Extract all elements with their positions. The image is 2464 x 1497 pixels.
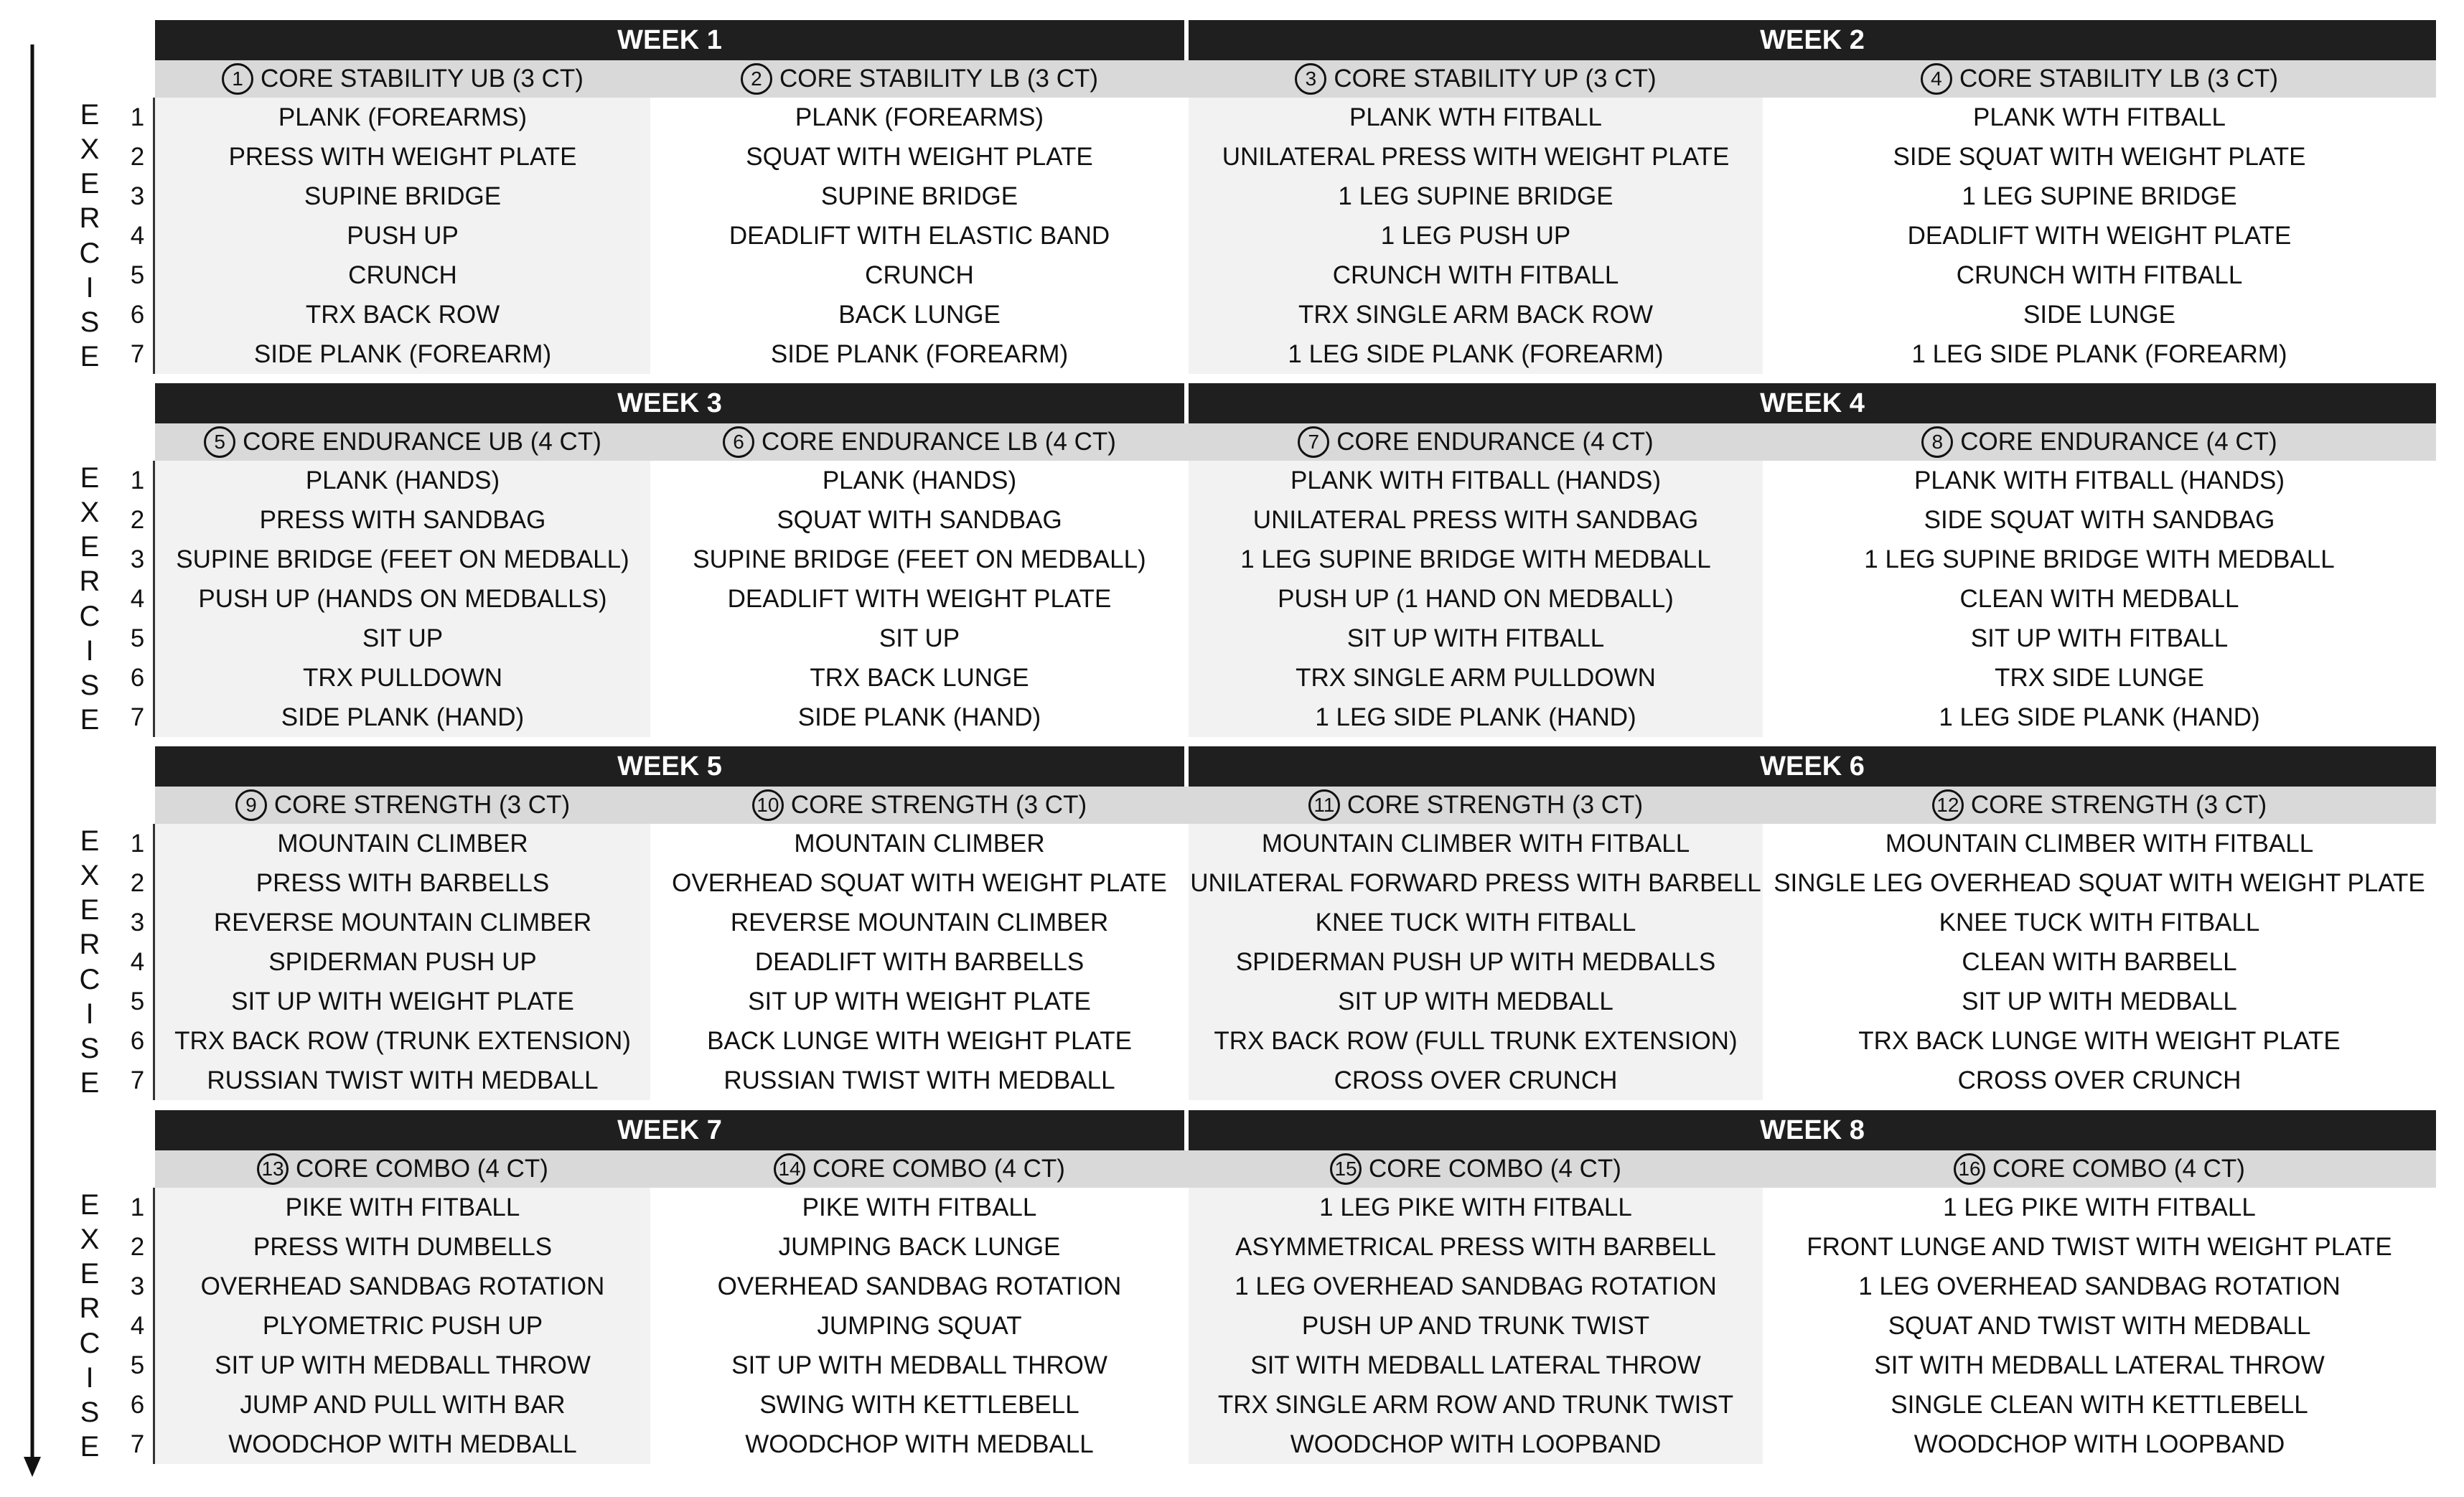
exercise-cell: SIT UP WITH MEDBALL THROW	[650, 1346, 1189, 1385]
exercise-row	[155, 1385, 2436, 1425]
exercise-row	[155, 98, 2436, 137]
session-title: CORE STABILITY LB (3 CT)	[1959, 65, 2279, 93]
side-label-letter: X	[80, 497, 100, 529]
exercise-cell: MOUNTAIN CLIMBER WITH FITBALL	[1189, 824, 1763, 863]
exercise-cell: SUPINE BRIDGE	[155, 177, 650, 216]
row-number-column	[122, 98, 155, 374]
side-label-letter: C	[79, 600, 100, 632]
row-number: 3	[130, 1272, 145, 1300]
exercise-row	[155, 216, 2436, 255]
session-number-circle: 8	[1921, 426, 1953, 458]
exercise-cell: TRX SINGLE ARM ROW AND TRUNK TWIST	[1189, 1385, 1763, 1425]
session-number-circle: 15	[1330, 1153, 1362, 1185]
exercise-cell: 1 LEG SIDE PLANK (FOREARM)	[1189, 334, 1763, 374]
row-number-column	[122, 461, 155, 737]
exercise-cell: TRX BACK LUNGE	[650, 658, 1189, 698]
side-label-letter: E	[80, 1258, 100, 1290]
side-label-letter: E	[80, 462, 100, 494]
exercise-row	[155, 1188, 2436, 1227]
exercise-side-label	[75, 461, 104, 737]
exercise-row	[155, 177, 2436, 216]
exercise-cell: REVERSE MOUNTAIN CLIMBER	[650, 903, 1189, 942]
session-number-circle: 11	[1308, 789, 1340, 821]
session-title: CORE STABILITY LB (3 CT)	[779, 65, 1099, 93]
exercise-cell: OVERHEAD SANDBAG ROTATION	[650, 1267, 1189, 1306]
exercise-cell: SIT UP WITH MEDBALL	[1189, 982, 1763, 1021]
exercise-cell: SIDE LUNGE	[1763, 295, 2436, 334]
session-title: CORE ENDURANCE (4 CT)	[1960, 428, 2277, 456]
week-header-row	[155, 20, 2436, 60]
week-header-row	[155, 746, 2436, 787]
row-number: 2	[130, 505, 145, 534]
week-header: WEEK 8	[1189, 1110, 2436, 1150]
exercise-cell: 1 LEG SIDE PLANK (FOREARM)	[1763, 334, 2436, 374]
exercise-cell: SUPINE BRIDGE (FEET ON MEDBALL)	[650, 540, 1189, 579]
row-number: 1	[130, 1193, 145, 1221]
side-label-letter: I	[85, 634, 94, 667]
exercise-cell: TRX SIDE LUNGE	[1763, 658, 2436, 698]
exercise-row	[155, 1306, 2436, 1346]
session-header	[155, 787, 650, 824]
session-title: CORE ENDURANCE UB (4 CT)	[243, 428, 601, 456]
row-number: 5	[130, 261, 145, 289]
exercise-cell: FRONT LUNGE AND TWIST WITH WEIGHT PLATE	[1763, 1227, 2436, 1267]
exercise-row	[155, 658, 2436, 698]
exercise-cell: TRX SINGLE ARM BACK ROW	[1189, 295, 1763, 334]
side-label-letter: E	[80, 168, 100, 200]
exercise-row	[155, 579, 2436, 619]
week-header: WEEK 6	[1189, 746, 2436, 787]
exercise-cell: PRESS WITH BARBELLS	[155, 863, 650, 903]
exercise-cell: OVERHEAD SANDBAG ROTATION	[155, 1267, 650, 1306]
row-number: 6	[130, 300, 145, 329]
exercise-cell: PLANK (HANDS)	[650, 461, 1189, 500]
exercise-cell: MOUNTAIN CLIMBER	[155, 824, 650, 863]
exercise-cell: DEADLIFT WITH WEIGHT PLATE	[650, 579, 1189, 619]
exercise-cell: DEADLIFT WITH ELASTIC BAND	[650, 216, 1189, 255]
session-number-circle: 2	[741, 63, 772, 95]
exercise-cell: PRESS WITH DUMBELLS	[155, 1227, 650, 1267]
side-label-letter: E	[80, 1066, 100, 1099]
exercise-cell: SIT UP WITH MEDBALL	[1763, 982, 2436, 1021]
exercise-cell: TRX BACK ROW (TRUNK EXTENSION)	[155, 1021, 650, 1061]
side-label-letter: E	[80, 1430, 100, 1463]
row-number: 7	[130, 703, 145, 731]
side-label-letter: S	[80, 306, 100, 338]
side-label-letter: R	[79, 566, 100, 598]
exercise-cell: JUMPING SQUAT	[650, 1306, 1189, 1346]
exercise-cell: KNEE TUCK WITH FITBALL	[1189, 903, 1763, 942]
session-header	[650, 787, 1189, 824]
exercise-cell: REVERSE MOUNTAIN CLIMBER	[155, 903, 650, 942]
exercise-cell: SIT WITH MEDBALL LATERAL THROW	[1189, 1346, 1763, 1385]
row-number: 7	[130, 339, 145, 368]
side-label-letter: S	[80, 1396, 100, 1428]
exercise-cell: WOODCHOP WITH LOOPBAND	[1763, 1425, 2436, 1464]
exercise-row	[155, 1425, 2436, 1464]
session-header	[1189, 423, 1763, 461]
session-title: CORE STABILITY UB (3 CT)	[261, 65, 584, 93]
week-header: WEEK 7	[155, 1110, 1189, 1150]
exercise-cell: SQUAT WITH WEIGHT PLATE	[650, 137, 1189, 177]
exercise-cell: 1 LEG SUPINE BRIDGE WITH MEDBALL	[1763, 540, 2436, 579]
exercise-cell: SIT UP WITH WEIGHT PLATE	[650, 982, 1189, 1021]
exercise-cell: PUSH UP (HANDS ON MEDBALLS)	[155, 579, 650, 619]
session-title: CORE ENDURANCE (4 CT)	[1336, 428, 1654, 456]
exercise-cell: TRX BACK ROW	[155, 295, 650, 334]
week-block	[155, 383, 2436, 737]
session-header	[650, 423, 1189, 461]
week-header: WEEK 1	[155, 20, 1189, 60]
exercise-cell: PIKE WITH FITBALL	[155, 1188, 650, 1227]
session-title: CORE COMBO (4 CT)	[812, 1155, 1065, 1183]
exercise-side-label	[75, 824, 104, 1100]
week-block	[155, 1110, 2436, 1464]
exercise-cell: CLEAN WITH MEDBALL	[1763, 579, 2436, 619]
week-header-row	[155, 383, 2436, 423]
week-block	[155, 20, 2436, 374]
exercise-cell: 1 LEG SUPINE BRIDGE	[1763, 177, 2436, 216]
row-number-column	[122, 1188, 155, 1464]
exercise-cell: 1 LEG PUSH UP	[1189, 216, 1763, 255]
session-header-row	[155, 787, 2436, 824]
exercise-cell: PUSH UP (1 HAND ON MEDBALL)	[1189, 579, 1763, 619]
row-number: 4	[130, 221, 145, 250]
exercise-cell: DEADLIFT WITH BARBELLS	[650, 942, 1189, 982]
exercise-cell: CROSS OVER CRUNCH	[1189, 1061, 1763, 1100]
exercise-row	[155, 1061, 2436, 1100]
exercise-cell: 1 LEG SIDE PLANK (HAND)	[1763, 698, 2436, 737]
exercise-cell: CRUNCH WITH FITBALL	[1189, 255, 1763, 295]
exercise-cell: SIDE PLANK (HAND)	[650, 698, 1189, 737]
exercise-cell: RUSSIAN TWIST WITH MEDBALL	[650, 1061, 1189, 1100]
row-number: 3	[130, 182, 145, 210]
exercise-cell: PLYOMETRIC PUSH UP	[155, 1306, 650, 1346]
session-header-row	[155, 60, 2436, 98]
session-title: CORE STRENGTH (3 CT)	[790, 791, 1087, 819]
row-number: 2	[130, 868, 145, 897]
session-number-circle: 9	[235, 789, 267, 821]
week-header: WEEK 4	[1189, 383, 2436, 423]
exercise-cell: SQUAT AND TWIST WITH MEDBALL	[1763, 1306, 2436, 1346]
side-label-letter: I	[85, 998, 94, 1030]
exercise-cell: SIT UP WITH FITBALL	[1763, 619, 2436, 658]
exercise-cell: 1 LEG OVERHEAD SANDBAG ROTATION	[1763, 1267, 2436, 1306]
exercise-cell: OVERHEAD SQUAT WITH WEIGHT PLATE	[650, 863, 1189, 903]
exercise-cell: PLANK WITH FITBALL (HANDS)	[1189, 461, 1763, 500]
session-number-circle: 1	[222, 63, 253, 95]
exercise-cell: JUMP AND PULL WITH BAR	[155, 1385, 650, 1425]
exercise-cell: 1 LEG OVERHEAD SANDBAG ROTATION	[1189, 1267, 1763, 1306]
exercise-row	[155, 461, 2436, 500]
exercise-row	[155, 334, 2436, 374]
session-title: CORE STABILITY UP (3 CT)	[1334, 65, 1657, 93]
session-header-row	[155, 1150, 2436, 1188]
side-label-letter: E	[80, 703, 100, 736]
exercise-cell: BACK LUNGE WITH WEIGHT PLATE	[650, 1021, 1189, 1061]
session-header	[650, 60, 1189, 98]
week-header: WEEK 2	[1189, 20, 2436, 60]
exercise-cell: TRX PULLDOWN	[155, 658, 650, 698]
session-header	[1189, 60, 1763, 98]
row-number: 3	[130, 908, 145, 937]
session-title: CORE ENDURANCE LB (4 CT)	[762, 428, 1116, 456]
exercise-side-label	[75, 1188, 104, 1464]
side-label-letter: E	[80, 1189, 100, 1221]
session-title: CORE COMBO (4 CT)	[1992, 1155, 2245, 1183]
exercise-cell: MOUNTAIN CLIMBER	[650, 824, 1189, 863]
side-label-letter: C	[79, 963, 100, 995]
exercise-cell: CRUNCH WITH FITBALL	[1763, 255, 2436, 295]
exercise-cell: CROSS OVER CRUNCH	[1763, 1061, 2436, 1100]
session-header	[155, 1150, 650, 1188]
side-label-letter: C	[79, 237, 100, 269]
exercise-cell: SIDE SQUAT WITH WEIGHT PLATE	[1763, 137, 2436, 177]
row-number-column	[122, 824, 155, 1100]
side-label-letter: R	[79, 1292, 100, 1325]
row-number: 7	[130, 1430, 145, 1458]
row-number: 4	[130, 584, 145, 613]
session-header	[1763, 1150, 2436, 1188]
side-label-letter: R	[79, 929, 100, 961]
exercise-cell: SUPINE BRIDGE	[650, 177, 1189, 216]
week-header-row	[155, 1110, 2436, 1150]
session-number-circle: 4	[1921, 63, 1952, 95]
row-number: 6	[130, 663, 145, 692]
week-header: WEEK 3	[155, 383, 1189, 423]
exercise-row	[155, 698, 2436, 737]
session-header	[155, 423, 650, 461]
side-label-letter: I	[85, 1361, 94, 1394]
exercise-cell: WOODCHOP WITH LOOPBAND	[1189, 1425, 1763, 1464]
exercise-cell: WOODCHOP WITH MEDBALL	[650, 1425, 1189, 1464]
exercise-cell: ASYMMETRICAL PRESS WITH BARBELL	[1189, 1227, 1763, 1267]
exercise-row	[155, 1346, 2436, 1385]
exercise-cell: TRX SINGLE ARM PULLDOWN	[1189, 658, 1763, 698]
exercise-row	[155, 137, 2436, 177]
exercise-side-label	[75, 98, 104, 374]
exercise-cell: KNEE TUCK WITH FITBALL	[1763, 903, 2436, 942]
exercise-cell: SIDE SQUAT WITH SANDBAG	[1763, 500, 2436, 540]
week-header: WEEK 5	[155, 746, 1189, 787]
exercise-cell: PRESS WITH WEIGHT PLATE	[155, 137, 650, 177]
side-label-letter: I	[85, 271, 94, 304]
exercise-row	[155, 1021, 2436, 1061]
exercise-cell: 1 LEG SUPINE BRIDGE	[1189, 177, 1763, 216]
session-title: CORE STRENGTH (3 CT)	[273, 791, 571, 819]
exercise-cell: TRX BACK LUNGE WITH WEIGHT PLATE	[1763, 1021, 2436, 1061]
session-header-row	[155, 423, 2436, 461]
session-header	[1189, 787, 1763, 824]
week-block	[155, 746, 2436, 1100]
session-number-circle: 10	[752, 789, 784, 821]
side-label-letter: S	[80, 669, 100, 701]
exercise-cell: SINGLE CLEAN WITH KETTLEBELL	[1763, 1385, 2436, 1425]
row-number: 1	[130, 466, 145, 494]
exercise-cell: TRX BACK ROW (FULL TRUNK EXTENSION)	[1189, 1021, 1763, 1061]
exercise-cell: 1 LEG SIDE PLANK (HAND)	[1189, 698, 1763, 737]
side-label-letter: R	[79, 202, 100, 235]
exercise-cell: PLANK (FOREARMS)	[650, 98, 1189, 137]
exercise-row	[155, 295, 2436, 334]
exercise-row	[155, 540, 2436, 579]
row-number: 4	[130, 947, 145, 976]
side-label-letter: E	[80, 340, 100, 372]
exercise-cell: CRUNCH	[155, 255, 650, 295]
exercise-cell: SIDE PLANK (FOREARM)	[650, 334, 1189, 374]
row-number: 2	[130, 1232, 145, 1261]
session-number-circle: 13	[257, 1153, 289, 1185]
exercise-row	[155, 824, 2436, 863]
side-label-letter: E	[80, 825, 100, 858]
side-label-letter: C	[79, 1327, 100, 1359]
exercise-row	[155, 982, 2436, 1021]
exercise-cell: SIT UP WITH FITBALL	[1189, 619, 1763, 658]
exercise-cell: SIDE PLANK (HAND)	[155, 698, 650, 737]
exercise-cell: PUSH UP AND TRUNK TWIST	[1189, 1306, 1763, 1346]
exercise-cell: SIDE PLANK (FOREARM)	[155, 334, 650, 374]
exercise-cell: PLANK (HANDS)	[155, 461, 650, 500]
exercise-cell: SIT UP WITH MEDBALL THROW	[155, 1346, 650, 1385]
session-header	[1763, 787, 2436, 824]
side-label-letter: X	[80, 133, 100, 166]
session-number-circle: 7	[1298, 426, 1329, 458]
side-label-letter: X	[80, 860, 100, 892]
exercise-cell: PLANK WTH FITBALL	[1189, 98, 1763, 137]
exercise-cell: SQUAT WITH SANDBAG	[650, 500, 1189, 540]
exercise-cell: CRUNCH	[650, 255, 1189, 295]
session-header	[1189, 1150, 1763, 1188]
exercise-cell: PLANK WTH FITBALL	[1763, 98, 2436, 137]
session-header	[1763, 423, 2436, 461]
exercise-cell: WOODCHOP WITH MEDBALL	[155, 1425, 650, 1464]
session-number-circle: 3	[1295, 63, 1326, 95]
exercise-row	[155, 255, 2436, 295]
exercise-cell: 1 LEG PIKE WITH FITBALL	[1189, 1188, 1763, 1227]
exercise-cell: SWING WITH KETTLEBELL	[650, 1385, 1189, 1425]
exercise-cell: SUPINE BRIDGE (FEET ON MEDBALL)	[155, 540, 650, 579]
session-header	[650, 1150, 1189, 1188]
exercise-cell: SIT UP	[155, 619, 650, 658]
exercise-cell: RUSSIAN TWIST WITH MEDBALL	[155, 1061, 650, 1100]
exercise-cell: 1 LEG SUPINE BRIDGE WITH MEDBALL	[1189, 540, 1763, 579]
session-title: CORE COMBO (4 CT)	[296, 1155, 548, 1183]
exercise-cell: SPIDERMAN PUSH UP WITH MEDBALLS	[1189, 942, 1763, 982]
down-arrow-icon	[0, 0, 86, 1497]
exercise-cell: SIT WITH MEDBALL LATERAL THROW	[1763, 1346, 2436, 1385]
row-number: 6	[130, 1390, 145, 1419]
session-number-circle: 6	[723, 426, 754, 458]
exercise-row	[155, 1227, 2436, 1267]
row-number: 3	[130, 545, 145, 573]
session-number-circle: 5	[204, 426, 235, 458]
exercise-row	[155, 1267, 2436, 1306]
exercise-cell: JUMPING BACK LUNGE	[650, 1227, 1189, 1267]
side-label-letter: E	[80, 531, 100, 563]
exercise-row	[155, 619, 2436, 658]
row-number: 1	[130, 829, 145, 858]
exercise-cell: CLEAN WITH BARBELL	[1763, 942, 2436, 982]
row-number: 4	[130, 1311, 145, 1340]
exercise-cell: SIT UP WITH WEIGHT PLATE	[155, 982, 650, 1021]
exercise-cell: BACK LUNGE	[650, 295, 1189, 334]
exercise-cell: SPIDERMAN PUSH UP	[155, 942, 650, 982]
exercise-cell: MOUNTAIN CLIMBER WITH FITBALL	[1763, 824, 2436, 863]
row-number: 7	[130, 1066, 145, 1094]
side-label-letter: E	[80, 99, 100, 131]
exercise-cell: UNILATERAL FORWARD PRESS WITH BARBELL	[1189, 863, 1763, 903]
side-label-letter: S	[80, 1032, 100, 1064]
row-number: 5	[130, 987, 145, 1015]
exercise-row	[155, 863, 2436, 903]
session-title: CORE STRENGTH (3 CT)	[1346, 791, 1644, 819]
session-header	[1763, 60, 2436, 98]
row-number: 1	[130, 103, 145, 131]
session-header	[155, 60, 650, 98]
row-number: 5	[130, 624, 145, 652]
exercise-cell: SIT UP	[650, 619, 1189, 658]
exercise-row	[155, 942, 2436, 982]
exercise-cell: DEADLIFT WITH WEIGHT PLATE	[1763, 216, 2436, 255]
session-number-circle: 14	[774, 1153, 805, 1185]
exercise-cell: PRESS WITH SANDBAG	[155, 500, 650, 540]
row-number: 6	[130, 1026, 145, 1055]
exercise-cell: PLANK (FOREARMS)	[155, 98, 650, 137]
exercise-cell: UNILATERAL PRESS WITH WEIGHT PLATE	[1189, 137, 1763, 177]
exercise-row	[155, 500, 2436, 540]
exercise-cell: 1 LEG PIKE WITH FITBALL	[1763, 1188, 2436, 1227]
session-number-circle: 16	[1954, 1153, 1985, 1185]
side-label-letter: E	[80, 894, 100, 926]
exercise-cell: UNILATERAL PRESS WITH SANDBAG	[1189, 500, 1763, 540]
session-title: CORE STRENGTH (3 CT)	[1970, 791, 2267, 819]
exercise-cell: SINGLE LEG OVERHEAD SQUAT WITH WEIGHT PLATE	[1763, 863, 2436, 903]
exercise-row	[155, 903, 2436, 942]
session-title: CORE COMBO (4 CT)	[1369, 1155, 1621, 1183]
side-label-letter: X	[80, 1224, 100, 1256]
row-number: 2	[130, 142, 145, 171]
exercise-cell: PUSH UP	[155, 216, 650, 255]
exercise-cell: PLANK WITH FITBALL (HANDS)	[1763, 461, 2436, 500]
exercise-cell: PIKE WITH FITBALL	[650, 1188, 1189, 1227]
row-number: 5	[130, 1351, 145, 1379]
session-number-circle: 12	[1932, 789, 1964, 821]
